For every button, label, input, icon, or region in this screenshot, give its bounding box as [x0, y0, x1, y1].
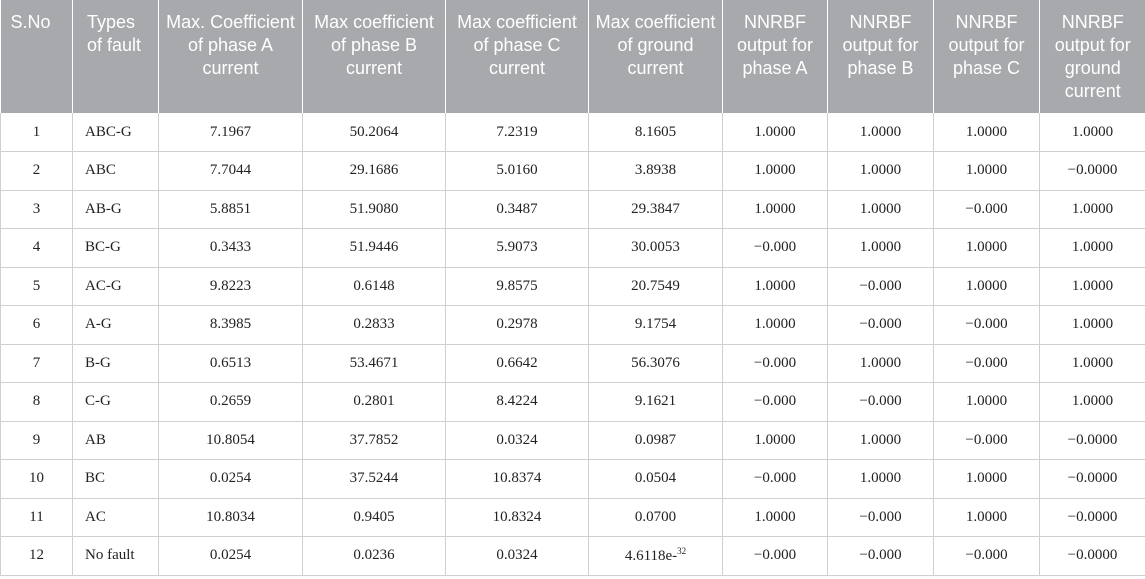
cell-fault-type: AB — [73, 421, 159, 460]
cell-out-a: −0.000 — [723, 460, 828, 499]
table-row — [1, 229, 1145, 268]
table-row — [1, 498, 1145, 537]
cell-coef-g: 3.8938 — [589, 152, 723, 191]
cell-out-b: 1.0000 — [828, 152, 934, 191]
cell-coef-b: 53.4671 — [303, 344, 446, 383]
cell-out-c: 1.0000 — [934, 229, 1040, 268]
header-nnrbf-ground: NNRBF output for ground current — [1040, 0, 1145, 113]
table-row — [1, 152, 1145, 191]
cell-coef-g-mantissa: 4.6118e- — [624, 548, 678, 565]
cell-coef-g: 29.3847 — [589, 190, 723, 229]
cell-fault-type: BC-G — [73, 229, 159, 268]
cell-out-g: −0.0000 — [1040, 460, 1145, 499]
cell-out-b: −0.000 — [828, 383, 934, 422]
cell-sno: 1 — [1, 113, 73, 152]
cell-out-a: 1.0000 — [723, 498, 828, 537]
cell-coef-g: 30.0053 — [589, 229, 723, 268]
cell-coef-b: 51.9446 — [303, 229, 446, 268]
cell-sno: 6 — [1, 306, 73, 345]
cell-out-a: 1.0000 — [723, 152, 828, 191]
cell-coef-a: 9.8223 — [159, 267, 303, 306]
cell-sno: 7 — [1, 344, 73, 383]
cell-out-a: −0.000 — [723, 537, 828, 576]
header-coef-phase-a: Max. Coefficient of phase A current — [159, 0, 303, 113]
cell-out-g: −0.0000 — [1040, 537, 1145, 576]
cell-out-g: 1.0000 — [1040, 113, 1145, 152]
table-row — [1, 113, 1145, 152]
cell-sno: 4 — [1, 229, 73, 268]
cell-out-g: −0.0000 — [1040, 498, 1145, 537]
cell-out-c: −0.000 — [934, 190, 1040, 229]
cell-out-b: 1.0000 — [828, 113, 934, 152]
cell-out-c: −0.000 — [934, 537, 1040, 576]
cell-coef-g: 8.1605 — [589, 113, 723, 152]
cell-coef-a: 7.1967 — [159, 113, 303, 152]
cell-out-g: −0.0000 — [1040, 421, 1145, 460]
cell-coef-a: 8.3985 — [159, 306, 303, 345]
cell-sno: 12 — [1, 537, 73, 576]
cell-coef-c: 9.8575 — [446, 267, 589, 306]
cell-coef-g: 20.7549 — [589, 267, 723, 306]
cell-out-a: −0.000 — [723, 383, 828, 422]
cell-coef-c: 5.9073 — [446, 229, 589, 268]
table-header — [1, 0, 1145, 113]
cell-sno: 2 — [1, 152, 73, 191]
cell-coef-b: 0.2801 — [303, 383, 446, 422]
cell-coef-a: 0.6513 — [159, 344, 303, 383]
cell-coef-a: 0.2659 — [159, 383, 303, 422]
table-row — [1, 306, 1145, 345]
header-nnrbf-phase-b: NNRBF output for phase B — [828, 0, 934, 113]
cell-coef-a: 0.0254 — [159, 460, 303, 499]
cell-out-g: 1.0000 — [1040, 306, 1145, 345]
cell-coef-b: 29.1686 — [303, 152, 446, 191]
header-row — [1, 0, 1145, 113]
cell-out-g: −0.0000 — [1040, 152, 1145, 191]
cell-out-b: 1.0000 — [828, 344, 934, 383]
cell-sno: 3 — [1, 190, 73, 229]
cell-fault-type: AC-G — [73, 267, 159, 306]
cell-coef-c: 0.0324 — [446, 537, 589, 576]
cell-out-c: 1.0000 — [934, 267, 1040, 306]
cell-coef-g: 0.0504 — [589, 460, 723, 499]
cell-coef-a: 10.8054 — [159, 421, 303, 460]
table-row — [1, 190, 1145, 229]
cell-sno: 5 — [1, 267, 73, 306]
cell-fault-type: AB-G — [73, 190, 159, 229]
cell-coef-c: 5.0160 — [446, 152, 589, 191]
cell-out-b: −0.000 — [828, 498, 934, 537]
table-row — [1, 537, 1145, 576]
cell-coef-g: 56.3076 — [589, 344, 723, 383]
cell-coef-c: 0.3487 — [446, 190, 589, 229]
cell-out-g: 1.0000 — [1040, 383, 1145, 422]
cell-coef-a: 10.8034 — [159, 498, 303, 537]
cell-fault-type: ABC-G — [73, 113, 159, 152]
cell-out-c: 1.0000 — [934, 498, 1040, 537]
cell-coef-b: 37.5244 — [303, 460, 446, 499]
cell-coef-c: 7.2319 — [446, 113, 589, 152]
cell-coef-c: 10.8324 — [446, 498, 589, 537]
cell-fault-type: ABC — [73, 152, 159, 191]
cell-out-c: −0.000 — [934, 421, 1040, 460]
cell-coef-g — [589, 537, 723, 576]
cell-out-c: 1.0000 — [934, 383, 1040, 422]
cell-coef-c: 8.4224 — [446, 383, 589, 422]
cell-out-a: 1.0000 — [723, 267, 828, 306]
cell-coef-b: 0.9405 — [303, 498, 446, 537]
header-fault-type: Types of fault — [73, 0, 159, 113]
table-row — [1, 421, 1145, 460]
header-sno: S.No — [1, 0, 73, 113]
cell-coef-b: 51.9080 — [303, 190, 446, 229]
cell-coef-a: 0.3433 — [159, 229, 303, 268]
cell-out-a: 1.0000 — [723, 421, 828, 460]
cell-out-g: 1.0000 — [1040, 190, 1145, 229]
cell-coef-a: 5.8851 — [159, 190, 303, 229]
cell-out-g: 1.0000 — [1040, 267, 1145, 306]
cell-coef-a: 7.7044 — [159, 152, 303, 191]
cell-coef-b: 50.2064 — [303, 113, 446, 152]
cell-fault-type: B-G — [73, 344, 159, 383]
cell-out-b: −0.000 — [828, 267, 934, 306]
cell-coef-b: 0.6148 — [303, 267, 446, 306]
cell-out-c: −0.000 — [934, 344, 1040, 383]
cell-coef-a: 0.0254 — [159, 537, 303, 576]
cell-sno: 10 — [1, 460, 73, 499]
cell-fault-type: C-G — [73, 383, 159, 422]
cell-coef-c: 0.0324 — [446, 421, 589, 460]
cell-sno: 9 — [1, 421, 73, 460]
cell-coef-g: 9.1754 — [589, 306, 723, 345]
cell-sno: 11 — [1, 498, 73, 537]
cell-out-b: 1.0000 — [828, 229, 934, 268]
cell-out-a: 1.0000 — [723, 306, 828, 345]
cell-coef-g-exponent: 32 — [677, 546, 687, 557]
cell-out-b: −0.000 — [828, 306, 934, 345]
header-coef-phase-c: Max coefficient of phase C current — [446, 0, 589, 113]
cell-out-b: 1.0000 — [828, 421, 934, 460]
cell-coef-c: 0.6642 — [446, 344, 589, 383]
cell-coef-g: 9.1621 — [589, 383, 723, 422]
cell-out-c: 1.0000 — [934, 460, 1040, 499]
cell-out-b: 1.0000 — [828, 460, 934, 499]
cell-coef-b: 0.2833 — [303, 306, 446, 345]
cell-coef-c: 10.8374 — [446, 460, 589, 499]
cell-out-c: 1.0000 — [934, 113, 1040, 152]
cell-out-a: −0.000 — [723, 344, 828, 383]
cell-fault-type: AC — [73, 498, 159, 537]
cell-out-c: 1.0000 — [934, 152, 1040, 191]
header-coef-phase-b: Max coefficient of phase B current — [303, 0, 446, 113]
cell-fault-type: A-G — [73, 306, 159, 345]
cell-fault-type: BC — [73, 460, 159, 499]
table-row — [1, 383, 1145, 422]
cell-out-a: −0.000 — [723, 229, 828, 268]
table-body — [1, 113, 1145, 575]
cell-out-b: 1.0000 — [828, 190, 934, 229]
header-nnrbf-phase-a: NNRBF output for phase A — [723, 0, 828, 113]
cell-out-a: 1.0000 — [723, 190, 828, 229]
cell-coef-g: 0.0987 — [589, 421, 723, 460]
table-row — [1, 267, 1145, 306]
cell-out-g: 1.0000 — [1040, 344, 1145, 383]
cell-out-c: −0.000 — [934, 306, 1040, 345]
cell-out-a: 1.0000 — [723, 113, 828, 152]
cell-coef-c: 0.2978 — [446, 306, 589, 345]
cell-out-g: 1.0000 — [1040, 229, 1145, 268]
header-coef-ground: Max coefficient of ground current — [589, 0, 723, 113]
cell-sno: 8 — [1, 383, 73, 422]
cell-fault-type: No fault — [73, 537, 159, 576]
header-nnrbf-phase-c: NNRBF output for phase C — [934, 0, 1040, 113]
cell-coef-g: 0.0700 — [589, 498, 723, 537]
table-row — [1, 460, 1145, 499]
table-row — [1, 344, 1145, 383]
cell-coef-b: 37.7852 — [303, 421, 446, 460]
cell-coef-b: 0.0236 — [303, 537, 446, 576]
cell-out-b: −0.000 — [828, 537, 934, 576]
